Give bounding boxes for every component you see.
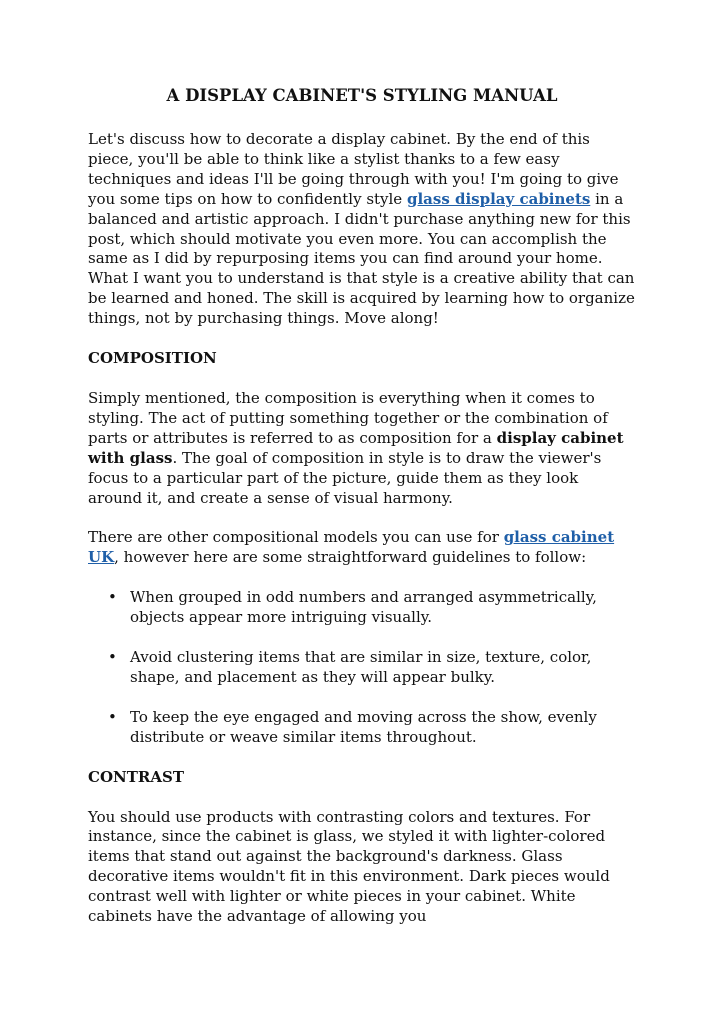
intro-paragraph <box>88 130 636 329</box>
intro-text-before-link: Let's discuss how to decorate a display cabinet. By the end of this piece, you'll be able to think like a stylist thanks to a few easy techniques and ideas I'll be going through with you! I'm going to give you some tips on how to confidently style <box>88 130 619 208</box>
display-cabinet-with-glass-bold: display cabinet with glass <box>88 428 624 467</box>
glass-cabinet-uk-link[interactable]: glass cabinet UK <box>88 528 615 567</box>
bullet-icon: • <box>108 648 117 667</box>
list-item <box>88 588 636 628</box>
list-item-text: To keep the eye engaged and moving across the show, evenly distribute or weave similar items throughout. <box>130 707 597 746</box>
contrast-heading: CONTRAST <box>88 767 184 786</box>
list-item-text: Avoid clustering items that are similar in size, texture, color, shape, and placement as they will appear bulky. <box>130 648 592 686</box>
list-item-text: When grouped in odd numbers and arranged asymmetrically, objects appear more intriguing visually. <box>130 588 597 627</box>
composition-paragraph-1 <box>88 389 636 508</box>
contrast-paragraph-1: You should use products with contrasting colors and textures. For instance, since the cabinet is glass, we styled it with lighter-colored items that stand out against the background's darkness. Glass decorative items wouldn't fit in this environment. Dark pieces would contrast well with lighter or white pieces in your cabinet. White cabinets have the advantage of allowing you <box>88 807 610 926</box>
intro-text-after-link: in a balanced and artistic approach. I didn't purchase anything new for this post, which should motivate you even more. You can accomplish the same as I did by repurposing items you can find around your home. What I want you to understand is that style is a creative ability that can be learned and honed. The skill is acquired by learning how to organize things, not by purchasing things. Move along! <box>88 189 635 328</box>
composition-p2-after: , however here are some straightforward guidelines to follow: <box>114 548 587 567</box>
composition-p1-before: Simply mentioned, the composition is everything when it comes to styling. The act of putting something together or the combination of parts or attributes is referred to as composition for a <box>88 388 608 447</box>
composition-guidelines-list <box>88 588 636 747</box>
list-item <box>88 648 636 688</box>
composition-heading: COMPOSITION <box>88 349 217 368</box>
bullet-icon: • <box>108 707 117 726</box>
composition-p1-after: . The goal of composition in style is to draw the viewer's focus to a particular part of the picture, guide them as they look around it, and create a sense of visual harmony. <box>88 448 602 507</box>
bullet-icon: • <box>108 588 117 607</box>
document-title: A DISPLAY CABINET'S STYLING MANUAL <box>166 86 558 105</box>
list-item <box>88 708 636 748</box>
composition-paragraph-2 <box>88 528 636 568</box>
glass-display-cabinets-link[interactable]: glass display cabinets <box>406 189 591 208</box>
document-content <box>88 86 636 947</box>
composition-p2-before: There are other compositional models you can use for <box>88 528 504 547</box>
